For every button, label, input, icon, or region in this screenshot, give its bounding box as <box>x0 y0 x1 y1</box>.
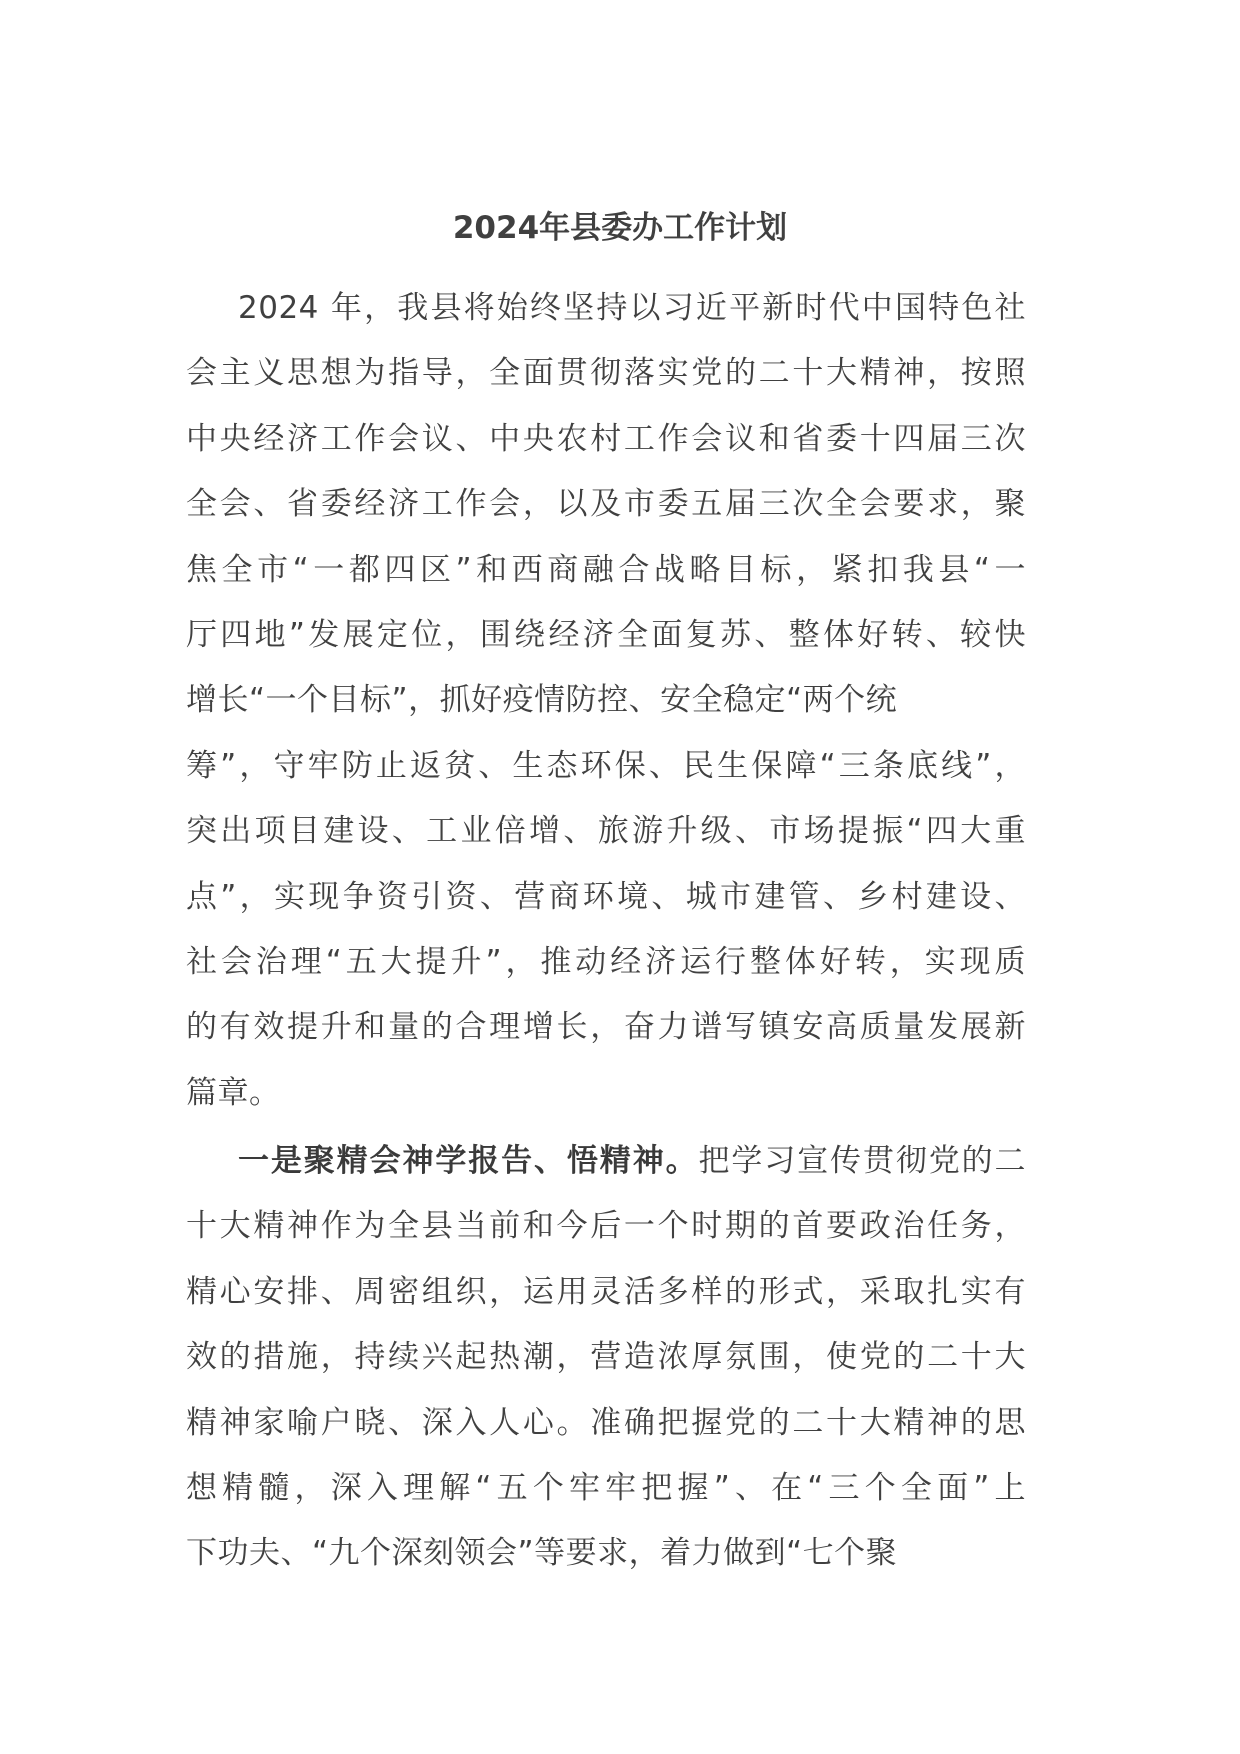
text-line: 焦全市“一都四区”和西商融合战略目标，紧扣我县“一 <box>186 551 1026 588</box>
document-title: 2024年县委办工作计划 <box>452 210 788 246</box>
paragraph-section-one <box>186 1129 1026 1587</box>
text-line: 十大精神作为全县当前和今后一个时期的首要政治任务， <box>186 1208 1026 1245</box>
text-run: 把学习宣传贯彻党的二 <box>698 1143 1027 1179</box>
text-line: 全会、省委经济工作会，以及市委五届三次全会要求，聚 <box>186 486 1026 523</box>
text-line-first <box>186 1129 1026 1194</box>
text-line: 增长“一个目标”，抓好疫情防控、安全稳定“两个统 <box>186 682 898 719</box>
text-line: 下功夫、“九个深刻领会”等要求，着力做到“七个聚 <box>186 1535 898 1572</box>
text-line: 社会治理“五大提升”，推动经济运行整体好转，实现质 <box>186 943 1026 980</box>
text-line: 精神家喻户晓、深入人心。准确把握党的二十大精神的思 <box>186 1404 1026 1441</box>
text-line: 厅四地”发展定位，围绕经济全面复苏、整体好转、较快 <box>186 616 1026 653</box>
text-line: 精心安排、周密组织，运用灵活多样的形式，采取扎实有 <box>186 1273 1026 1310</box>
text-line: 想精髓，深入理解“五个牢牢把握”、在“三个全面”上 <box>186 1469 1026 1506</box>
section-heading-inline: 一是聚精会神学报告、悟精神。 <box>238 1143 699 1179</box>
text-line: 突出项目建设、工业倍增、旅游升级、市场提振“四大重 <box>186 813 1026 850</box>
text-line: 会主义思想为指导，全面贯彻落实党的二十大精神，按照 <box>186 355 1026 392</box>
text-line: 篇章。 <box>186 1074 281 1111</box>
text-line: 筹”，守牢防止返贫、生态环保、民生保障“三条底线”， <box>186 747 1026 784</box>
text-line: 效的措施，持续兴起热潮，营造浓厚氛围，使党的二十大 <box>186 1339 1026 1376</box>
text-line: 点”，实现争资引资、营商环境、城市建管、乡村建设、 <box>186 878 1026 915</box>
paragraph-intro <box>186 276 1026 1126</box>
text-line: 的有效提升和量的合理增长，奋力谱写镇安高质量发展新 <box>186 1009 1026 1046</box>
text-line: 2024 年，我县将始终坚持以习近平新时代中国特色社 <box>238 290 1026 326</box>
text-line: 中央经济工作会议、中央农村工作会议和省委十四届三次 <box>186 420 1026 457</box>
